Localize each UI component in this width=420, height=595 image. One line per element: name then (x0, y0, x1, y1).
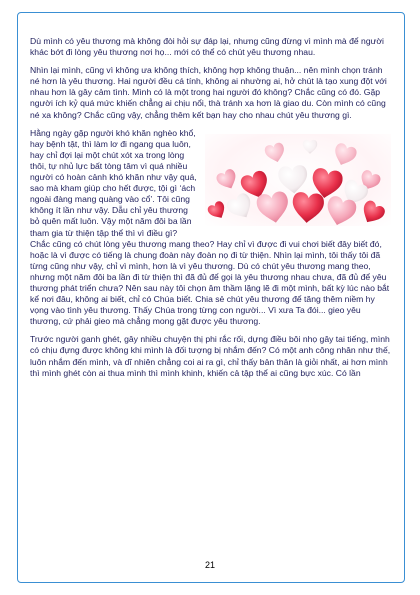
page-number: 21 (204, 560, 215, 570)
hearts-illustration (205, 134, 391, 226)
hearts-icon (205, 134, 391, 226)
paragraph-3: Hằng ngày gặp người khó khăn nghèo khổ, hay bệnh tật, thì làm lơ đi ngang qua luôn, hay chỉ đợi lại một chút xót xa trong lòng thôi, tự nhủ lực bất tòng tâm vì quá nhiều người có hoàn cảnh khó khăn như vậy quá, sao mà kham giúp cho hết được, tội gì ‘ách ngoài đàng mang quàng vào cổ’. Tôi cũng không ít lần như vậy. Dẫu chỉ yêu thương bỏ quên mất luôn. Vậy một năm đôi ba lần tham gia từ thiện tập thể thì vì điều gì? Chắc cũng có chút lòng yêu thương mang theo? Hay chỉ vì được đi vui chơi biết đây biết đó, hoặc là vì được có tiếng là chung đoàn này đoàn nọ đi từ thiện. Nhìn lại mình, tôi thấy tôi đã từng cũng như vậy, chỉ vì mình, hơn là vì yêu thương. Dù có chút yêu thương mang theo, nhưng một năm đôi ba lần đi từ thiện thì đã đủ để gọi là yêu thương nhau chưa, đã đủ để yêu thương phát triển chưa? Nên sau này tôi chọn âm thầm lặng lẽ đi một mình, bất kỳ lúc nào bắt kể nơi đâu, không ai biết, chỉ có Chúa biết. Chia sẻ chút yêu thương để tăng thêm niềm hy vọng vào tình yêu thương. Thấy Chúa trong từng con người... Vì xưa Ta đói... gieo yêu thương, cứ phải gieo mà chẳng mong gặt được yêu thương. (30, 127, 390, 327)
paragraph-1: Dù mình có yêu thương mà không đòi hỏi sự đáp lại, nhưng cũng đừng vì mình mà để người khác bớt đi lòng yêu thương nơi họ... mới có thể có chút yêu thương nhau. (30, 36, 384, 58)
paragraph-2: Nhìn lại mình, cũng vì không ưa không thích, không hợp không thuận... nên mình chọn tránh né hơn là yêu thương. Hai người đều cá tính, không ai nhường ai, hở chút là tạo xung đột với nhau hơn là gây cảm tình. Mình có là một trong hai người đó không? Chắc cũng có đó. Gặp người ích kỷ quá mức khiến chẳng ai chịu nổi, thà tránh xa hơn là giao du. Còn mình có cũng né xa không? Chắc cũng vậy, chẳng thêm kết bạn hay cho nhau chút yêu thương gì. (30, 65, 387, 120)
paragraph-4: Trước người ganh ghét, gây nhiều chuyện thị phi rắc rối, dựng điều bôi nhọ gây tai tiếng, mình có chịu đựng được không khi mình là đối tượng bị nhắm đến? Có một anh công nhân như thế, luôn nhắm đến mình, và dĩ nhiên chẳng coi ai ra gì, chỉ thấy bản thân là giỏi nhất, ai hơn mình thì mình ghét còn ai thua mình thì mình khinh, khiến cả tập thể ai cũng bực xúc. Có lần (30, 334, 391, 378)
page-body (30, 36, 391, 386)
